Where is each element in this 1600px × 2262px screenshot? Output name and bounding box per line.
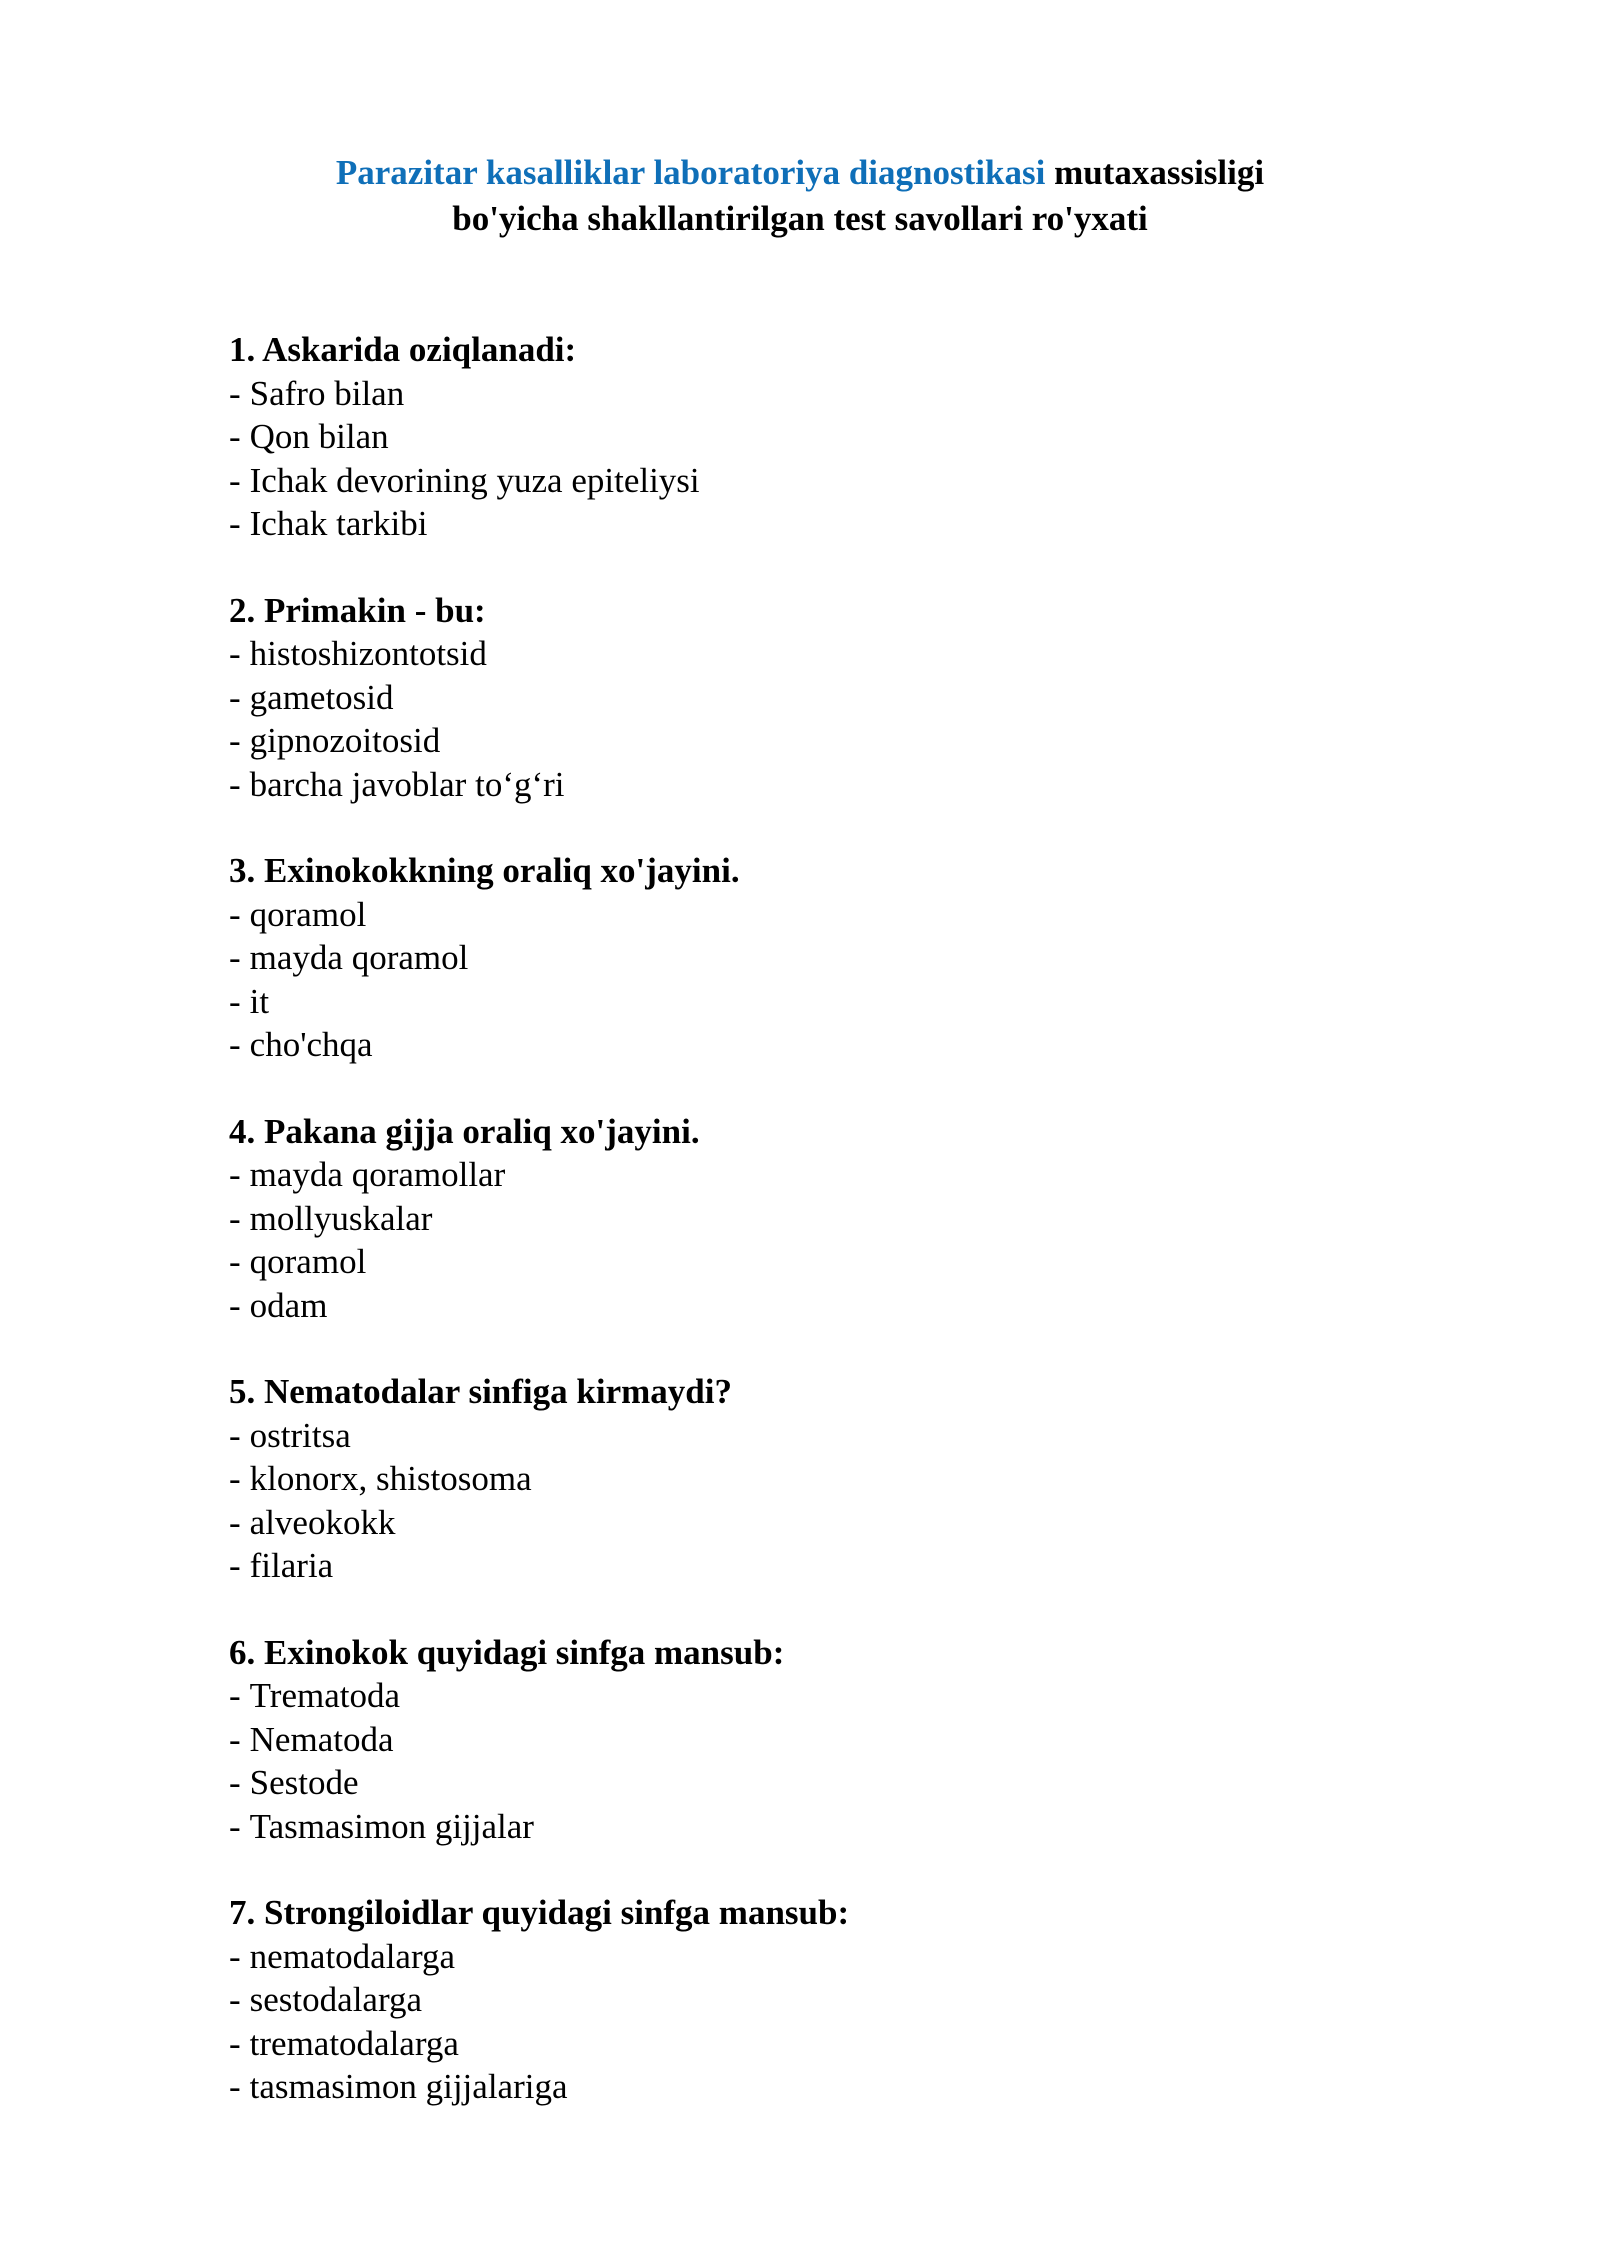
- option-bullet: -: [229, 460, 241, 500]
- question-text: 7. Strongiloidlar quyidagi sinfga mansub:: [229, 1893, 850, 1932]
- option-text: barcha javoblar to‘g‘ri: [249, 764, 565, 804]
- answer-options: [229, 1414, 1379, 1588]
- option-text: ostritsa: [249, 1415, 351, 1455]
- option-text: Qon bilan: [249, 417, 389, 456]
- option-text: tasmasimon gijjalariga: [249, 2067, 568, 2106]
- option-text: filaria: [249, 1546, 334, 1585]
- option-text: klonorx, shistosoma: [249, 1459, 532, 1498]
- option-text: trematodalarga: [249, 2023, 459, 2063]
- title-accent: Parazitar kasalliklar laboratoriya diagnostikasi: [335, 153, 1046, 192]
- option-bullet: -: [229, 981, 241, 1021]
- answer-option: [229, 415, 1379, 459]
- question-text: 5. Nematodalar sinfiga kirmaydi?: [229, 1372, 732, 1411]
- answer-option: [229, 1805, 1379, 1849]
- question-text: 4. Pakana gijja oraliq xo'jayini.: [229, 1111, 700, 1151]
- question-list: [229, 328, 1379, 2152]
- answer-option: [229, 1674, 1379, 1718]
- option-text: qoramol: [249, 1242, 367, 1281]
- answer-option: [229, 372, 1379, 416]
- page-title: [0, 150, 1600, 242]
- option-bullet: -: [229, 1198, 241, 1238]
- option-text: Sestode: [249, 1763, 359, 1802]
- option-text: gipnozoitosid: [249, 721, 441, 760]
- option-bullet: -: [229, 1763, 241, 1802]
- answer-option: [229, 1501, 1379, 1545]
- option-bullet: -: [229, 764, 241, 804]
- option-text: alveokokk: [249, 1502, 396, 1542]
- title-line-1: [0, 150, 1600, 196]
- answer-options: [229, 1935, 1379, 2109]
- question-block: [229, 1110, 1379, 1328]
- answer-option: [229, 1153, 1379, 1197]
- question-text: 2. Primakin - bu:: [229, 590, 486, 630]
- option-text: Trematoda: [249, 1676, 401, 1715]
- answer-option: [229, 1414, 1379, 1458]
- option-bullet: -: [229, 677, 241, 717]
- question-text: 6. Exinokok quyidagi sinfga mansub:: [229, 1632, 785, 1672]
- question-block: [229, 328, 1379, 546]
- answer-option: [229, 980, 1379, 1024]
- answer-options: [229, 372, 1379, 546]
- option-bullet: -: [229, 1502, 241, 1542]
- answer-option: [229, 2022, 1379, 2066]
- option-text: odam: [249, 1285, 328, 1325]
- option-text: sestodalarga: [249, 1980, 423, 2019]
- answer-option: [229, 719, 1379, 763]
- answer-option: [229, 936, 1379, 980]
- answer-option: [229, 1240, 1379, 1284]
- answer-option: [229, 1544, 1379, 1588]
- option-bullet: -: [229, 1459, 241, 1498]
- title-rest: mutaxassisligi: [1045, 153, 1265, 192]
- option-bullet: -: [229, 1285, 241, 1325]
- option-bullet: -: [229, 1980, 241, 2019]
- option-bullet: -: [229, 1415, 241, 1455]
- option-bullet: -: [229, 721, 241, 760]
- answer-options: [229, 1674, 1379, 1848]
- title-line-2: bo'yicha shakllantirilgan test savollari ro'yxati: [452, 199, 1148, 238]
- question-block: [229, 589, 1379, 807]
- answer-option: [229, 676, 1379, 720]
- option-bullet: -: [229, 1676, 241, 1715]
- option-text: gametosid: [249, 677, 394, 717]
- question-block: [229, 1370, 1379, 1588]
- option-bullet: -: [229, 504, 241, 543]
- question-block: [229, 849, 1379, 1067]
- question-block: [229, 1891, 1379, 2109]
- answer-option: [229, 1023, 1379, 1067]
- option-text: cho'chqa: [249, 1025, 373, 1064]
- option-text: histoshizontotsid: [249, 634, 487, 673]
- option-text: mollyuskalar: [249, 1198, 433, 1238]
- option-bullet: -: [229, 1719, 241, 1759]
- answer-option: [229, 1718, 1379, 1762]
- option-text: Tasmasimon gijjalar: [249, 1806, 534, 1846]
- option-bullet: -: [229, 1242, 241, 1281]
- answer-option: [229, 893, 1379, 937]
- option-text: nematodalarga: [249, 1936, 456, 1976]
- answer-option: [229, 1978, 1379, 2022]
- question-block: [229, 1631, 1379, 1849]
- answer-option: [229, 1197, 1379, 1241]
- answer-option: [229, 1935, 1379, 1979]
- option-bullet: -: [229, 938, 241, 977]
- option-bullet: -: [229, 1936, 241, 1976]
- option-text: Safro bilan: [249, 373, 405, 413]
- answer-option: [229, 2065, 1379, 2109]
- option-bullet: -: [229, 1546, 241, 1585]
- option-text: Ichak devorining yuza epiteliysi: [249, 460, 700, 500]
- option-bullet: -: [229, 417, 241, 456]
- option-text: qoramol: [249, 894, 367, 934]
- answer-option: [229, 459, 1379, 503]
- option-bullet: -: [229, 894, 241, 934]
- option-bullet: -: [229, 1025, 241, 1064]
- option-bullet: -: [229, 634, 241, 673]
- option-bullet: -: [229, 1806, 241, 1846]
- option-bullet: -: [229, 373, 241, 413]
- answer-option: [229, 502, 1379, 546]
- option-text: mayda qoramollar: [249, 1155, 506, 1194]
- answer-options: [229, 632, 1379, 806]
- answer-option: [229, 1284, 1379, 1328]
- question-text: 1. Askarida oziqlanadi:: [229, 330, 577, 369]
- option-text: mayda qoramol: [249, 938, 469, 977]
- answer-options: [229, 893, 1379, 1067]
- option-bullet: -: [229, 1155, 241, 1194]
- answer-option: [229, 763, 1379, 807]
- option-text: Ichak tarkibi: [249, 504, 428, 543]
- option-text: Nematoda: [249, 1719, 394, 1759]
- option-text: it: [249, 981, 270, 1021]
- answer-options: [229, 1153, 1379, 1327]
- answer-option: [229, 632, 1379, 676]
- option-bullet: -: [229, 2023, 241, 2063]
- answer-option: [229, 1761, 1379, 1805]
- answer-option: [229, 1457, 1379, 1501]
- option-bullet: -: [229, 2067, 241, 2106]
- question-text: 3. Exinokokkning oraliq xo'jayini.: [229, 851, 740, 890]
